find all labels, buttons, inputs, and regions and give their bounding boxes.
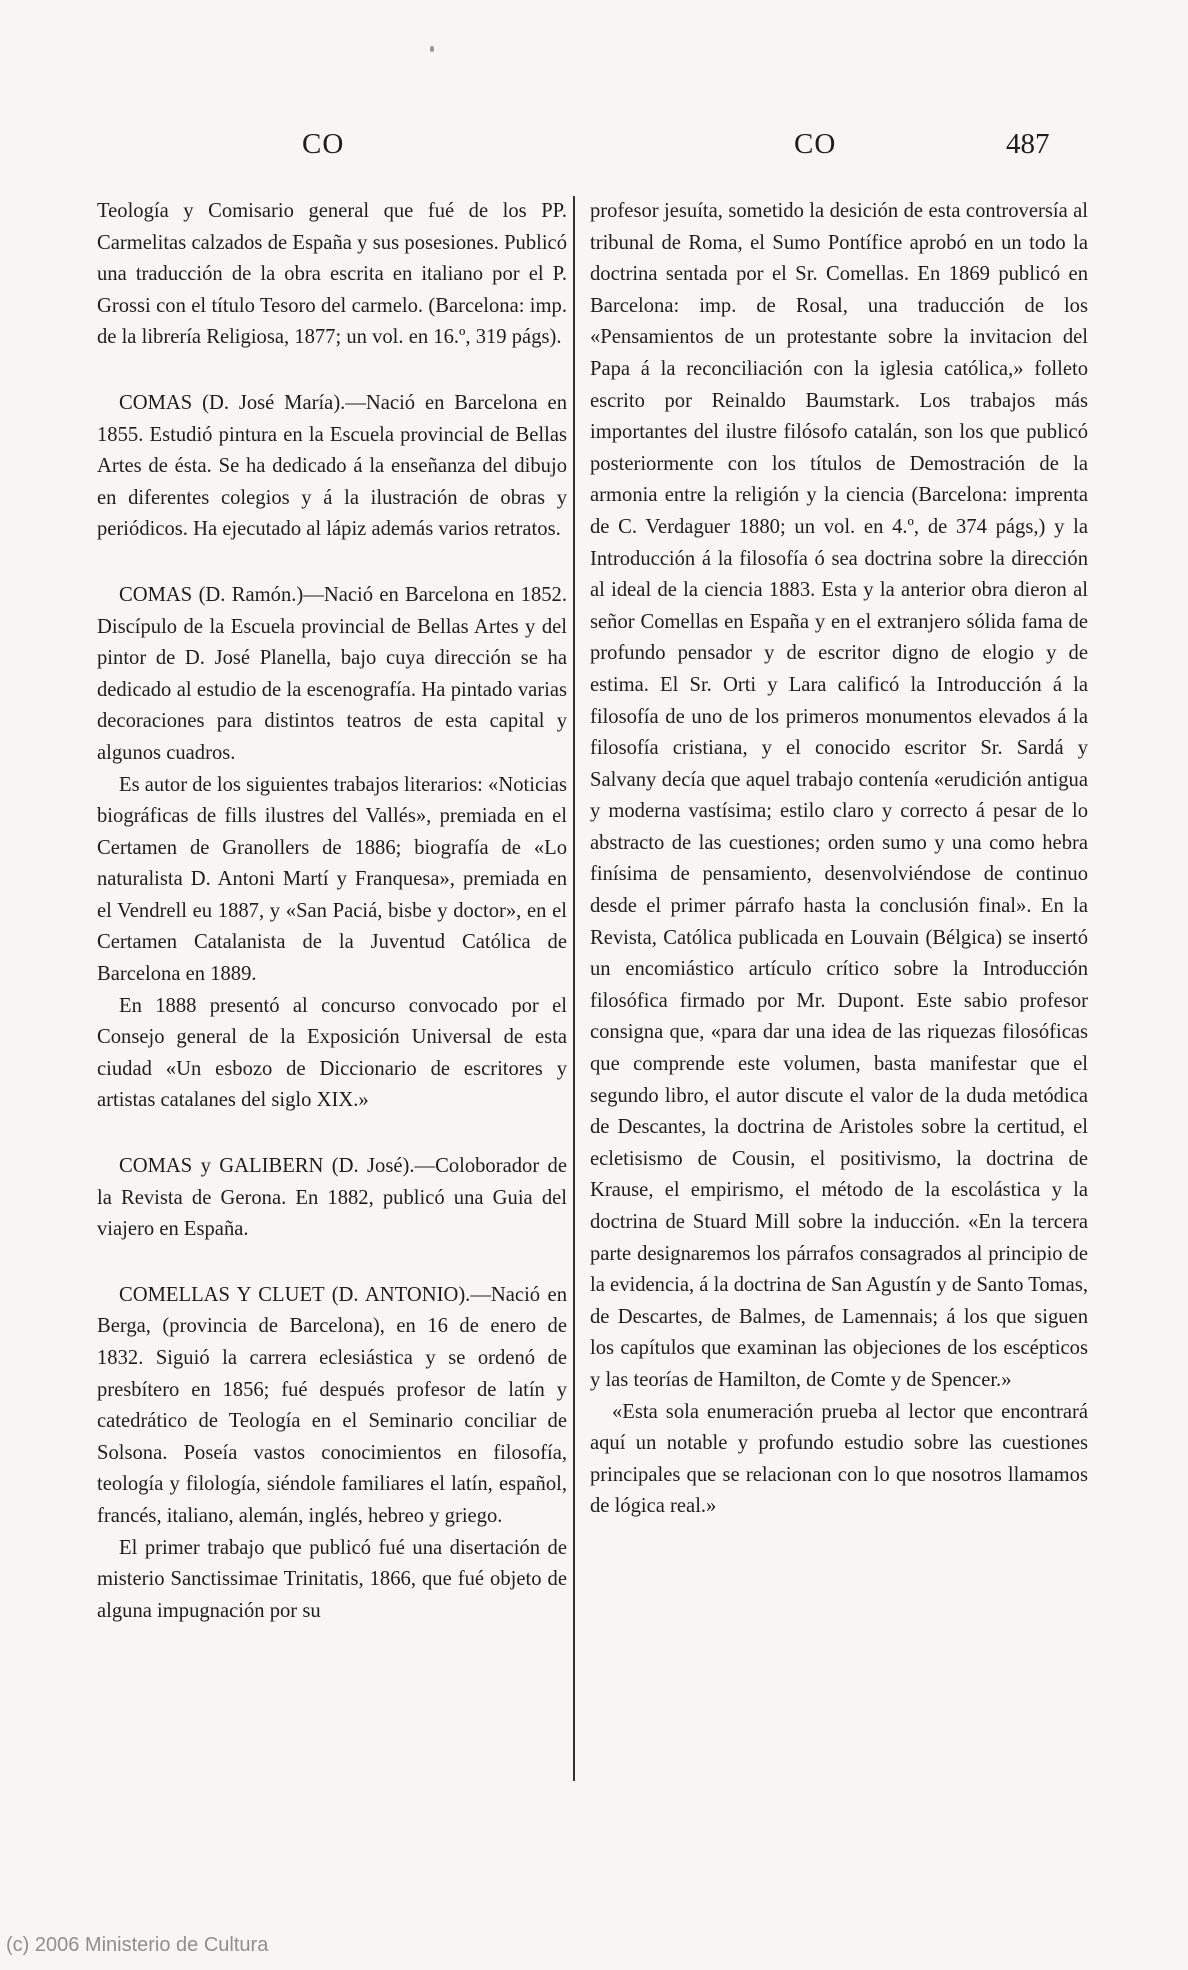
- paragraph: Teología y Comisario general que fué de los PP. Carmelitas calzados de España y sus posesiones. Publicó una traducción de la obra escrita en italiano por el P. Grossi con el título Tesoro del carmelo. (Barcelona: imp. de la librería Religiosa, 1877; un vol. en 16.º, 319 págs).: [97, 200, 567, 349]
- entry-comas-ramon: COMAS (D. Ramón.)—Nació en Barcelona en 1852. Discípulo de la Escuela provincial de Bellas Artes y del pintor de D. José Planella, bajo cuya dirección se ha dedicado al estudio de la escenografía. Ha pintado varias decoraciones para distintos teatros de esta capital y algunos cuadros.: [97, 583, 567, 764]
- page-number: 487: [1006, 128, 1050, 160]
- entry-comas-galibern: COMAS y GALIBERN (D. José).—Coloborador de la Revista de Gerona. En 1882, publicó una Guia del viajero en España.: [97, 1155, 567, 1241]
- running-head-right: CO: [794, 128, 837, 160]
- paragraph: «Esta sola enumeración prueba al lector que encontrará aquí un notable y profundo estudio sobre las cuestiones principales que se relacionan con lo que nosotros llamamos de lógica real.»: [590, 1400, 1088, 1518]
- entry-comellas-cluet: COMELLAS Y CLUET (D. ANTONIO).—Nació en Berga, (provincia de Barcelona), en 16 de enero de 1832. Siguió la carrera eclesiástica y se ordenó de presbítero en 1856; fué después profesor de latín y catedrático de Teología en el Seminario conciliar de Solsona. Poseía vastos conocimientos en filosofía, teología y filología, siéndole familiares el latín, español, francés, italiano, alemán, inglés, hebreo y griego.: [97, 1283, 567, 1527]
- running-head-left: CO: [302, 128, 345, 160]
- paragraph: El primer trabajo que publicó fué una disertación de misterio Sanctissimae Trinitatis, 1866, que fué objeto de alguna impugnación por su: [97, 1536, 567, 1622]
- copyright-watermark: (c) 2006 Ministerio de Cultura: [6, 1934, 269, 1956]
- column-divider: [573, 196, 575, 1781]
- paragraph: En 1888 presentó al concurso convocado por el Consejo general de la Exposición Universal de esta ciudad «Un esbozo de Diccionario de escritores y artistas catalanes del siglo XIX.»: [97, 994, 567, 1112]
- entry-comas-jose-maria: COMAS (D. José María).—Nació en Barcelona en 1855. Estudió pintura en la Escuela provincial de Bellas Artes de ésta. Se ha dedicado á la enseñanza del dibujo en diferentes colegios y á la ilustración de obras y periódicos. Ha ejecutado al lápiz además varios retratos.: [97, 391, 567, 541]
- scan-speck: [430, 46, 434, 52]
- right-column: [590, 196, 1088, 1523]
- left-column: [97, 196, 567, 1627]
- paragraph: profesor jesuíta, sometido la desición de esta controversía al tribunal de Roma, el Sumo Pontífice aprobó en un todo la doctrina sentada por el Sr. Comellas. En 1869 publicó en Barcelona: imp. de Rosal, una traducción de los «Pensamientos de un protestante sobre la invitacion del Papa á la reconciliación con la iglesia católica,» folleto escrito por Reinaldo Baumstark. Los trabajos más importantes del ilustre filósofo catalán, son los que publicó posteriormente con los títulos de Demostración de la armonia entre la religión y la ciencia (Barcelona: imprenta de C. Verdaguer 1880; un vol. en 4.º, de 374 págs,) y la Introducción á la filosofía ó sea doctrina sobre la dirección al ideal de la ciencia 1883. Esta y la anterior obra dieron al señor Comellas en España y en el extranjero sólida fama de profundo pensador y de escritor digno de elogio y de estima. El Sr. Orti y Lara calificó la Introducción á la filosofía de uno de los primeros monumentos elevados á la filosofía cristiana, y el conocido escritor Sr. Sardá y Salvany decía que aquel trabajo contenía «erudición antigua y moderna vastísima; estilo claro y correcto á pesar de lo abstracto de las cuestiones; orden sumo y una como hebra finísima de pensamiento, desenvolviéndose de continuo desde el primer párrafo hasta la conclusión final». En la Revista, Católica publicada en Louvain (Bélgica) se insertó un encomiástico artículo crítico sobre la Introducción filosófica firmado por Mr. Dupont. Este sabio profesor consigna que, «para dar una idea de las riquezas filosóficas que comprende este volumen, basta manifestar que el segundo libro, el autor discute el valor de la duda metódica de Descantes, la doctrina de Aristoles sobre la certitud, el ecletisismo de Cousin, el positivismo, la doctrina de Krause, el empirismo, el método de la escolástica y la doctrina de Stuard Mill sobre la inducción. «En la tercera parte designaremos los párrafos consagrados al principio de la evidencia, á la doctrina de San Agustín y de Santo Tomas, de Descartes, de Balmes, de Lamennais; á los que siguen los capítulos que examinan las objeciones de los escépticos y las teorías de Hamilton, de Comte y de Spencer.»: [590, 200, 1088, 1391]
- paragraph: Es autor de los siguientes trabajos literarios: «Noticias biográficas de fills ilustres del Vallés», premiada en el Certamen de Granollers de 1886; biografía de «Lo naturalista D. Antoni Martí y Franquesa», premiada en el Vendrell eu 1887, y «San Paciá, bisbe y doctor», en el Certamen Catalanista de la Juventud Católica de Barcelona en 1889.: [97, 773, 567, 986]
